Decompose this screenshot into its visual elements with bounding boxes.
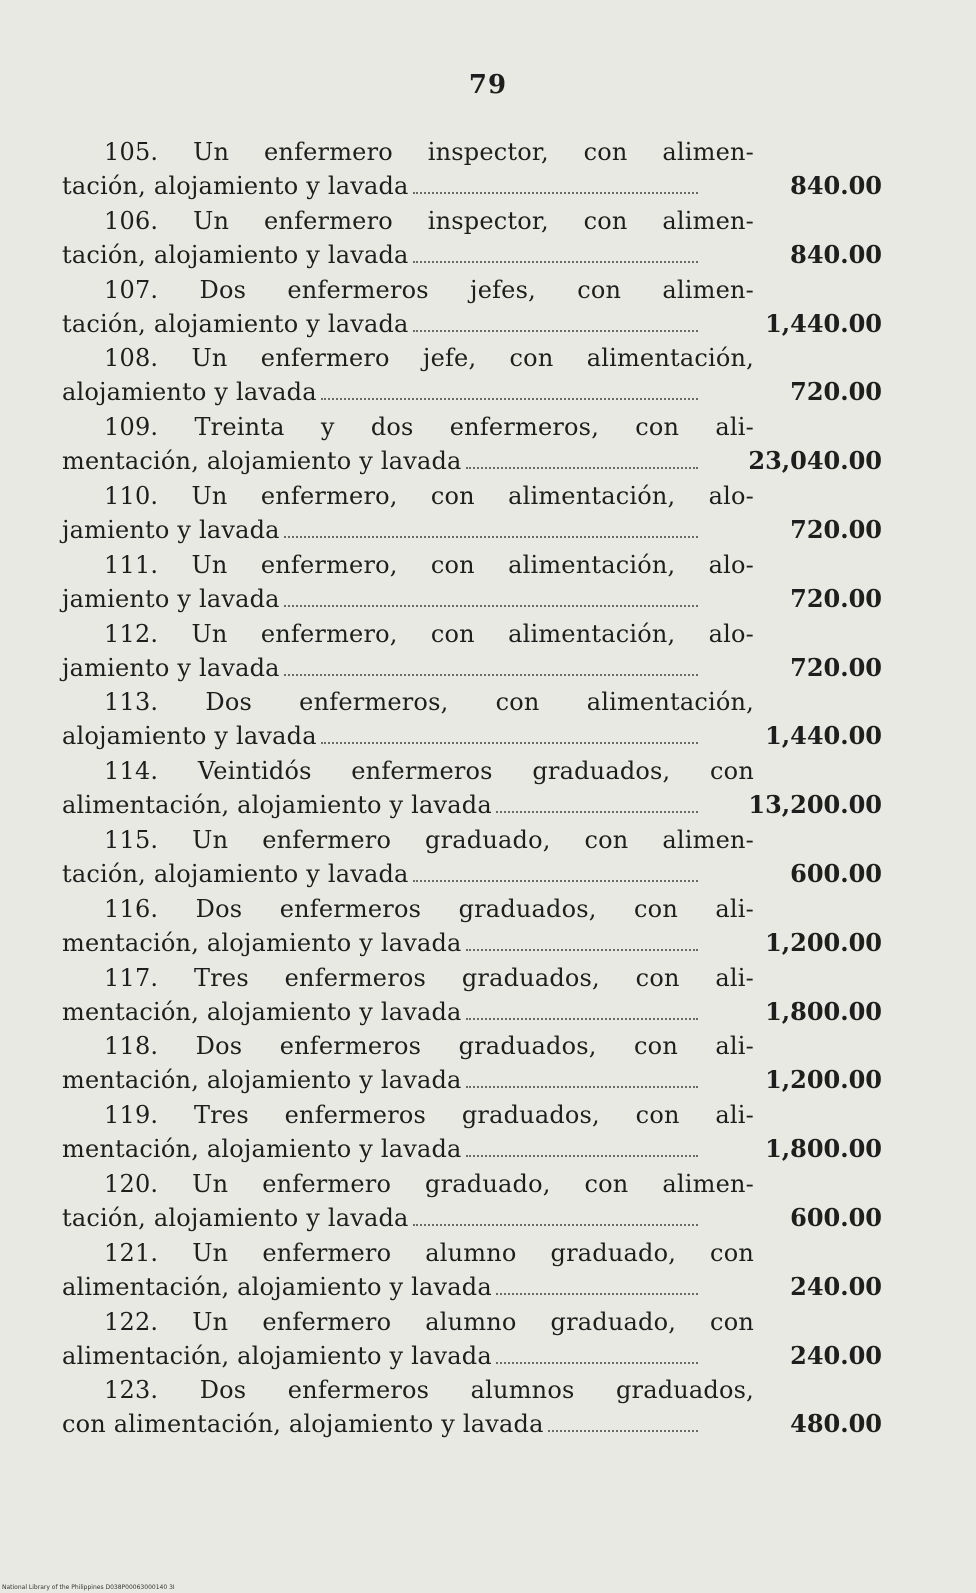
item-description-line2 xyxy=(62,307,702,341)
item-amount: 840.00 xyxy=(790,239,882,269)
item-amount: 720.00 xyxy=(790,652,882,682)
list-item xyxy=(62,892,912,961)
list-item xyxy=(62,548,912,617)
item-description-line1: 123. Dos enfermeros alumnos graduados, xyxy=(104,1376,754,1405)
item-description-line1: 116. Dos enfermeros graduados, con ali- xyxy=(104,894,754,923)
dot-leader xyxy=(496,1362,698,1364)
item-description-text: mentación, alojamiento y lavada xyxy=(62,447,462,476)
dot-leader xyxy=(466,467,698,469)
dot-leader xyxy=(413,261,698,263)
item-amount: 1,440.00 xyxy=(765,308,882,338)
item-description-text: mentación, alojamiento y lavada xyxy=(62,1066,462,1095)
item-description-text: alojamiento y lavada xyxy=(62,722,317,751)
list-item xyxy=(62,1167,912,1236)
item-description-text: tación, alojamiento y lavada xyxy=(62,309,409,338)
item-amount: 720.00 xyxy=(790,514,882,544)
item-description-line2 xyxy=(62,857,702,891)
dot-leader xyxy=(321,742,698,744)
item-description-text: mentación, alojamiento y lavada xyxy=(62,997,462,1026)
dot-leader xyxy=(284,674,698,676)
item-description-line2 xyxy=(62,788,702,822)
item-description-text: tación, alojamiento y lavada xyxy=(62,240,409,269)
list-item xyxy=(62,341,912,410)
item-amount: 840.00 xyxy=(790,171,882,200)
dot-leader xyxy=(284,536,698,538)
list-item xyxy=(62,1373,912,1442)
dot-leader xyxy=(413,330,698,332)
item-description-line1: 105. Un enfermero inspector, con alimen- xyxy=(104,138,754,166)
item-description-text: jamiento y lavada xyxy=(62,653,280,682)
list-item xyxy=(62,204,912,273)
item-description-text: alimentación, alojamiento y lavada xyxy=(62,1341,492,1370)
item-description-text: jamiento y lavada xyxy=(62,584,280,613)
list-item xyxy=(62,479,912,548)
list-item xyxy=(62,1098,912,1167)
item-amount: 1,200.00 xyxy=(765,927,882,957)
dot-leader xyxy=(321,398,698,400)
list-item xyxy=(62,410,912,479)
item-description-line2 xyxy=(62,1407,702,1441)
item-description-text: tación, alojamiento y lavada xyxy=(62,859,409,888)
list-item xyxy=(62,685,912,754)
list-item xyxy=(62,754,912,823)
dot-leader xyxy=(466,1086,698,1088)
item-amount: 600.00 xyxy=(790,858,882,888)
item-amount: 720.00 xyxy=(790,583,882,613)
dot-leader xyxy=(413,192,698,194)
list-item xyxy=(62,135,912,204)
item-description-line1: 115. Un enfermero graduado, con alimen- xyxy=(104,825,754,854)
item-description-line1: 114. Veintidós enfermeros graduados, con xyxy=(104,757,754,786)
dot-leader xyxy=(496,811,698,813)
item-amount: 1,200.00 xyxy=(765,1065,882,1095)
item-description-line2 xyxy=(62,719,702,753)
item-amount: 600.00 xyxy=(790,1202,882,1232)
dot-leader xyxy=(413,1224,698,1226)
item-description-line1: 108. Un enfermero jefe, con alimentación, xyxy=(104,344,754,373)
list-item xyxy=(62,617,912,686)
list-item xyxy=(62,961,912,1030)
item-description-text: alojamiento y lavada xyxy=(62,378,317,407)
item-description-line2 xyxy=(62,651,702,685)
item-amount: 480.00 xyxy=(790,1409,882,1439)
item-description-line1: 106. Un enfermero inspector, con alimen- xyxy=(104,206,754,235)
list-item xyxy=(62,1236,912,1305)
list-item xyxy=(62,273,912,342)
list-item xyxy=(62,1029,912,1098)
item-description-line2 xyxy=(62,169,702,203)
item-description-line2 xyxy=(62,238,702,272)
item-description-text: tación, alojamiento y lavada xyxy=(62,1203,409,1232)
item-description-text: alimentación, alojamiento y lavada xyxy=(62,1272,492,1301)
item-amount: 1,800.00 xyxy=(765,1134,882,1164)
item-description-line2 xyxy=(62,1063,702,1097)
item-description-line2 xyxy=(62,582,702,616)
item-description-line1: 122. Un enfermero alumno graduado, con xyxy=(104,1307,754,1336)
item-description-line1: 111. Un enfermero, con alimentación, alo- xyxy=(104,550,754,579)
item-description-text: con alimentación, alojamiento y lavada xyxy=(62,1410,544,1439)
item-description-line2 xyxy=(62,1270,702,1304)
item-amount: 1,800.00 xyxy=(765,996,882,1026)
dot-leader xyxy=(466,949,698,951)
item-description-line2 xyxy=(62,1201,702,1235)
item-description-line2 xyxy=(62,375,702,409)
item-description-line1: 118. Dos enfermeros graduados, con ali- xyxy=(104,1032,754,1061)
dot-leader xyxy=(466,1018,698,1020)
item-amount: 1,440.00 xyxy=(765,721,882,751)
item-description-line1: 107. Dos enfermeros jefes, con alimen- xyxy=(104,275,754,304)
item-description-text: mentación, alojamiento y lavada xyxy=(62,928,462,957)
item-description-line2 xyxy=(62,444,702,478)
item-amount: 240.00 xyxy=(790,1271,882,1301)
budget-item-list xyxy=(62,135,912,1442)
item-description-line1: 121. Un enfermero alumno graduado, con xyxy=(104,1238,754,1267)
dot-leader xyxy=(413,880,698,882)
dot-leader xyxy=(548,1430,698,1432)
item-description-line2 xyxy=(62,513,702,547)
item-description-line1: 119. Tres enfermeros graduados, con ali- xyxy=(104,1101,754,1130)
list-item xyxy=(62,823,912,892)
item-description-line1: 120. Un enfermero graduado, con alimen- xyxy=(104,1169,754,1198)
item-description-line2 xyxy=(62,995,702,1029)
item-description-text: mentación, alojamiento y lavada xyxy=(62,1135,462,1164)
item-amount: 23,040.00 xyxy=(748,446,882,476)
item-description-line2 xyxy=(62,926,702,960)
dot-leader xyxy=(466,1155,698,1157)
item-amount: 240.00 xyxy=(790,1340,882,1370)
item-description-text: alimentación, alojamiento y lavada xyxy=(62,791,492,820)
item-description-line1: 109. Treinta y dos enfermeros, con ali- xyxy=(104,413,754,442)
item-description-line1: 110. Un enfermero, con alimentación, alo- xyxy=(104,481,754,510)
item-description-line2 xyxy=(62,1339,702,1373)
dot-leader xyxy=(496,1293,698,1295)
item-description-line1: 113. Dos enfermeros, con alimentación, xyxy=(104,688,754,717)
item-amount: 720.00 xyxy=(790,377,882,407)
item-description-line1: 112. Un enfermero, con alimentación, alo- xyxy=(104,619,754,648)
item-description-text: tación, alojamiento y lavada xyxy=(62,172,409,200)
scan-footer: National Library of the Philippines D038P00063000140 3I xyxy=(2,1584,175,1591)
item-description-line2 xyxy=(62,1132,702,1166)
item-description-text: jamiento y lavada xyxy=(62,515,280,544)
item-description-line1: 117. Tres enfermeros graduados, con ali- xyxy=(104,963,754,992)
dot-leader xyxy=(284,605,698,607)
item-amount: 13,200.00 xyxy=(748,790,882,820)
page-number: 79 xyxy=(468,70,508,100)
list-item xyxy=(62,1305,912,1374)
